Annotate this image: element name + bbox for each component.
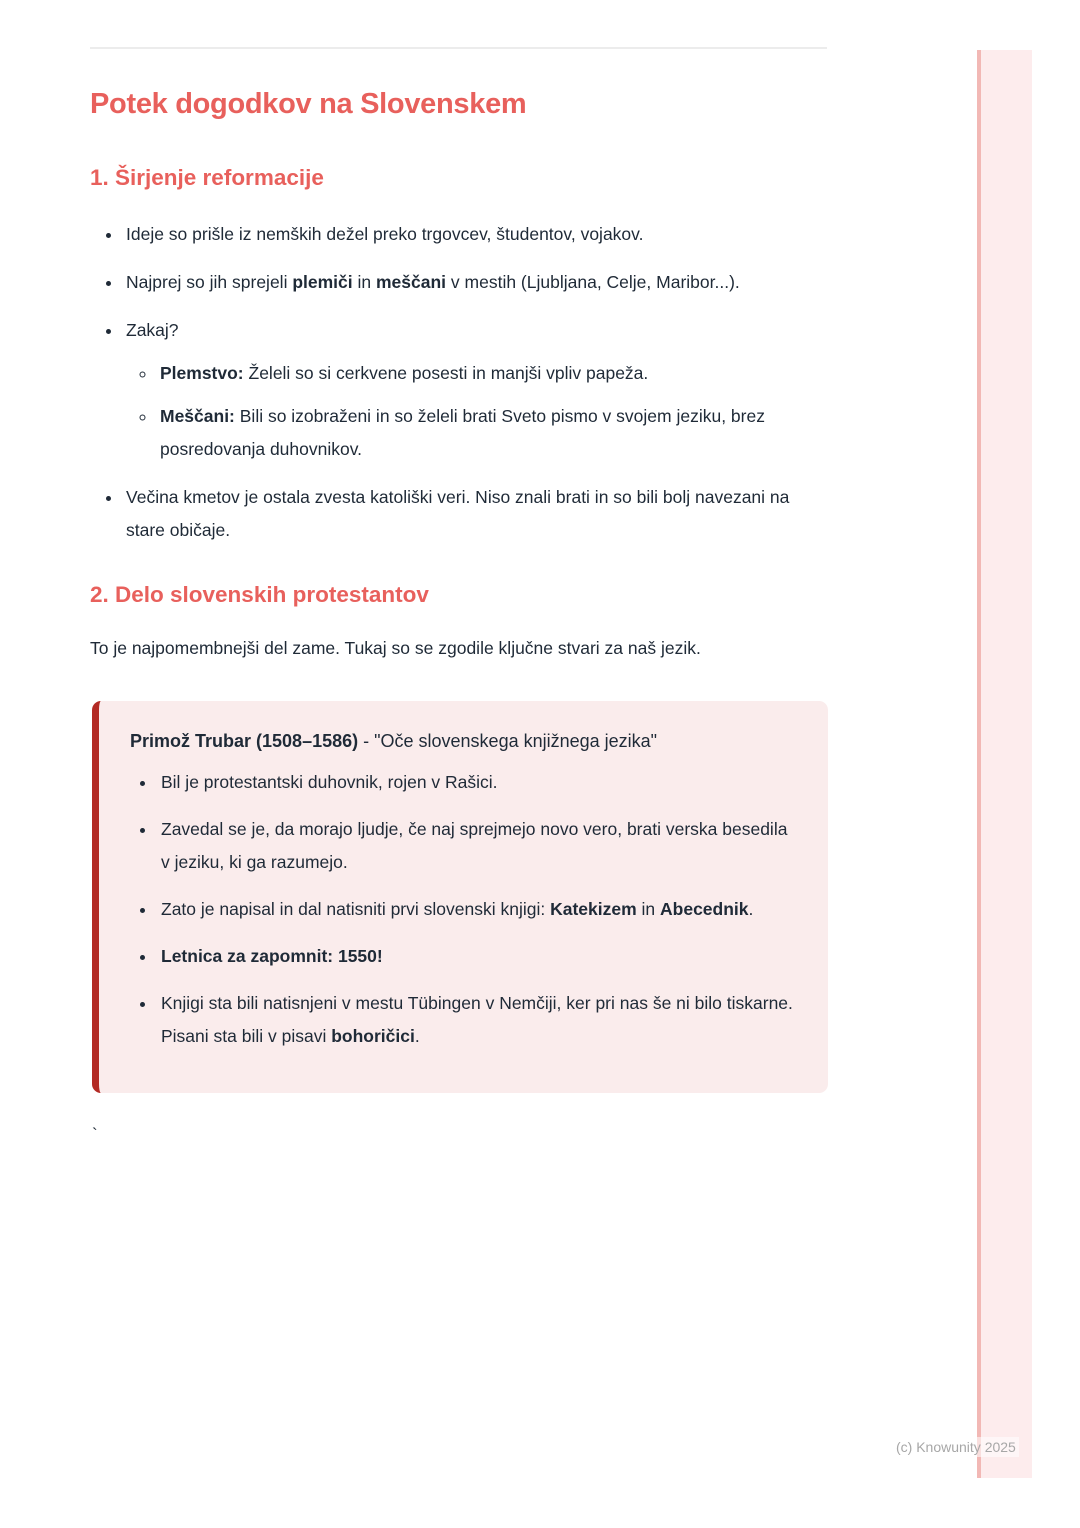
list-item: • Zato je napisal in dal natisniti prvi slovenski knjigi: Katekizem in Abecednik. (157, 893, 794, 926)
copyright-text: (c) Knowunity 2025 (893, 1437, 1019, 1457)
top-divider (90, 47, 827, 49)
sub-list (126, 357, 827, 466)
list-item: • Zavedal se je, da morajo ljudje, če naj sprejmejo novo vero, brati verska besedila v jeziku, ki ga razumejo. (157, 813, 794, 879)
stray-backtick-mark: ` (92, 1125, 98, 1144)
list-item: • Najprej so jih sprejeli plemiči in meščani v mestih (Ljubljana, Celje, Maribor...). (123, 266, 827, 299)
decorative-side-strip (977, 50, 1032, 1478)
reformation-list (90, 218, 827, 547)
section-1-heading: 1. Širjenje reformacije (90, 165, 324, 190)
list-item: • Bil je protestantski duhovnik, rojen v Rašici. (157, 766, 794, 799)
page-title: Potek dogodkov na Slovenskem (90, 88, 527, 120)
trubar-callout (92, 701, 828, 1093)
section-2-heading: 2. Delo slovenskih protestantov (90, 582, 429, 607)
callout-title (130, 728, 794, 754)
intro-paragraph: To je najpomembnejši del zame. Tukaj so se zgodile ključne stvari za naš jezik. (90, 638, 701, 658)
list-item: • Letnica za zapomnit: 1550! (157, 940, 794, 973)
callout-title-quote: - "Oče slovenskega knjižnega jezika" (358, 731, 658, 751)
list-item: ◦ Meščani: Bili so izobraženi in so želeli brati Sveto pismo v svojem jeziku, brez posredovanja duhovnikov. (157, 400, 827, 466)
callout-title-name: Primož Trubar (1508–1586) (130, 731, 359, 751)
callout-list (129, 766, 794, 1053)
list-item: ◦ Plemstvo: Želeli so si cerkvene posesti in manjši vpliv papeža. (157, 357, 827, 390)
list-item: • Knjigi sta bili natisnjeni v mestu Tübingen v Nemčiji, ker pri nas še ni bilo tiskarne. Pisani sta bili v pisavi bohoričici. (157, 987, 794, 1053)
document-content (90, 0, 827, 1145)
list-item: • Večina kmetov je ostala zvesta katoliški veri. Niso znali brati in so bili bolj navezani na stare običaje. (123, 481, 827, 547)
list-item: • Ideje so prišle iz nemških dežel preko trgovcev, študentov, vojakov. (123, 218, 827, 251)
list-item: • Zakaj? ◦ Plemstvo: Želeli so si cerkvene posesti in manjši vpliv papeža. ◦ Meščani: Bili so izobraženi in so želeli brati Sveto pismo v svojem jeziku, brez posredovanja duhovnikov. (123, 314, 827, 466)
